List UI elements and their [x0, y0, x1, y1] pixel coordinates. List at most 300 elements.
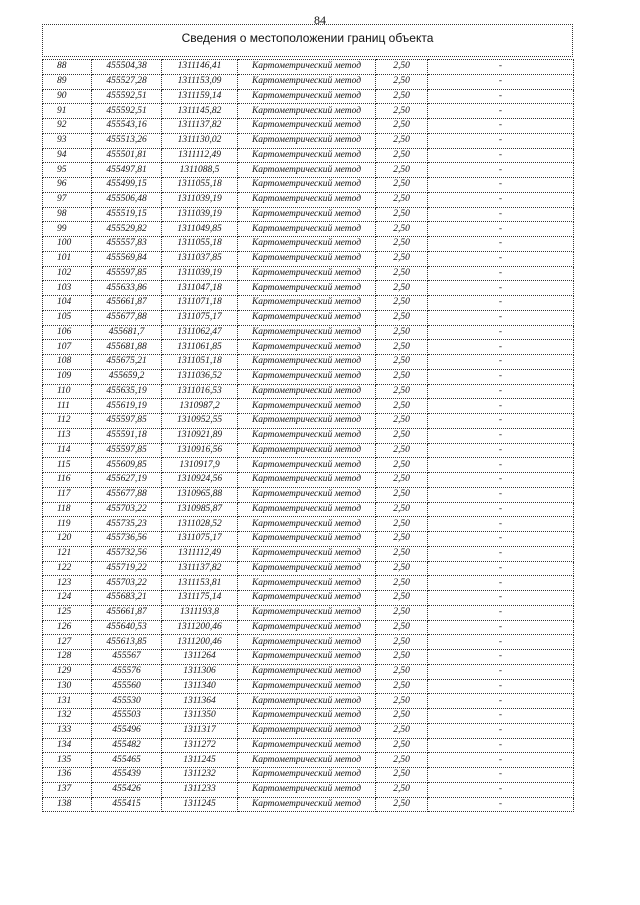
method-cell: Картометрический метод	[238, 89, 376, 104]
method-cell: Картометрический метод	[238, 502, 376, 517]
method-cell: Картометрический метод	[238, 310, 376, 325]
x-coordinate-cell: 455677,88	[92, 487, 162, 502]
method-cell: Картометрический метод	[238, 428, 376, 443]
description-cell: -	[428, 502, 574, 517]
table-row	[43, 310, 574, 325]
accuracy-cell: 2,50	[376, 163, 428, 178]
x-coordinate-cell: 455591,18	[92, 428, 162, 443]
accuracy-cell: 2,50	[376, 325, 428, 340]
point-number-cell: 131	[43, 694, 92, 709]
method-cell: Картометрический метод	[238, 104, 376, 119]
table-row	[43, 178, 574, 193]
x-coordinate-cell: 455592,51	[92, 89, 162, 104]
accuracy-cell: 2,50	[376, 782, 428, 797]
point-number-cell: 108	[43, 355, 92, 370]
x-coordinate-cell: 455633,86	[92, 281, 162, 296]
table-row	[43, 60, 574, 75]
x-coordinate-cell: 455482	[92, 738, 162, 753]
point-number-cell: 107	[43, 340, 92, 355]
y-coordinate-cell: 1311317	[162, 723, 238, 738]
description-cell: -	[428, 738, 574, 753]
description-cell: -	[428, 428, 574, 443]
accuracy-cell: 2,50	[376, 74, 428, 89]
table-row	[43, 428, 574, 443]
y-coordinate-cell: 1311049,85	[162, 222, 238, 237]
table-row	[43, 119, 574, 134]
y-coordinate-cell: 1311088,5	[162, 163, 238, 178]
method-cell: Картометрический метод	[238, 694, 376, 709]
table-row	[43, 797, 574, 812]
y-coordinate-cell: 1311200,46	[162, 620, 238, 635]
description-cell: -	[428, 782, 574, 797]
x-coordinate-cell: 455732,56	[92, 546, 162, 561]
point-number-cell: 122	[43, 561, 92, 576]
table-row	[43, 605, 574, 620]
description-cell: -	[428, 207, 574, 222]
accuracy-cell: 2,50	[376, 709, 428, 724]
accuracy-cell: 2,50	[376, 60, 428, 75]
table-row	[43, 620, 574, 635]
accuracy-cell: 2,50	[376, 207, 428, 222]
description-cell: -	[428, 605, 574, 620]
page-number: 84	[314, 13, 326, 27]
y-coordinate-cell: 1311075,17	[162, 532, 238, 547]
method-cell: Картометрический метод	[238, 797, 376, 812]
y-coordinate-cell: 1310924,56	[162, 473, 238, 488]
x-coordinate-cell: 455635,19	[92, 384, 162, 399]
table-row	[43, 635, 574, 650]
accuracy-cell: 2,50	[376, 797, 428, 812]
point-number-cell: 124	[43, 591, 92, 606]
y-coordinate-cell: 1311364	[162, 694, 238, 709]
y-coordinate-cell: 1310921,89	[162, 428, 238, 443]
y-coordinate-cell: 1311233	[162, 782, 238, 797]
table-row	[43, 738, 574, 753]
accuracy-cell: 2,50	[376, 635, 428, 650]
method-cell: Картометрический метод	[238, 148, 376, 163]
table-row	[43, 89, 574, 104]
description-cell: -	[428, 74, 574, 89]
description-cell: -	[428, 679, 574, 694]
table-row	[43, 650, 574, 665]
description-cell: -	[428, 119, 574, 134]
description-cell: -	[428, 620, 574, 635]
description-cell: -	[428, 266, 574, 281]
description-cell: -	[428, 487, 574, 502]
description-cell: -	[428, 237, 574, 252]
method-cell: Картометрический метод	[238, 237, 376, 252]
point-number-cell: 112	[43, 414, 92, 429]
x-coordinate-cell: 455681,88	[92, 340, 162, 355]
point-number-cell: 88	[43, 60, 92, 75]
y-coordinate-cell: 1311272	[162, 738, 238, 753]
description-cell: -	[428, 310, 574, 325]
y-coordinate-cell: 1311245	[162, 797, 238, 812]
y-coordinate-cell: 1311039,19	[162, 207, 238, 222]
table-row	[43, 281, 574, 296]
method-cell: Картометрический метод	[238, 473, 376, 488]
method-cell: Картометрический метод	[238, 414, 376, 429]
description-cell: -	[428, 89, 574, 104]
x-coordinate-cell: 455529,82	[92, 222, 162, 237]
description-cell: -	[428, 369, 574, 384]
method-cell: Картометрический метод	[238, 281, 376, 296]
table-row	[43, 517, 574, 532]
method-cell: Картометрический метод	[238, 487, 376, 502]
table-title: Сведения о местоположении границ объекта	[42, 24, 573, 57]
y-coordinate-cell: 1311340	[162, 679, 238, 694]
point-number-cell: 94	[43, 148, 92, 163]
y-coordinate-cell: 1310965,88	[162, 487, 238, 502]
x-coordinate-cell: 455503	[92, 709, 162, 724]
x-coordinate-cell: 455569,84	[92, 251, 162, 266]
description-cell: -	[428, 517, 574, 532]
description-cell: -	[428, 546, 574, 561]
point-number-cell: 126	[43, 620, 92, 635]
description-cell: -	[428, 399, 574, 414]
table-row	[43, 473, 574, 488]
y-coordinate-cell: 1311200,46	[162, 635, 238, 650]
y-coordinate-cell: 1311264	[162, 650, 238, 665]
x-coordinate-cell: 455415	[92, 797, 162, 812]
accuracy-cell: 2,50	[376, 104, 428, 119]
description-cell: -	[428, 709, 574, 724]
description-cell: -	[428, 384, 574, 399]
x-coordinate-cell: 455543,16	[92, 119, 162, 134]
y-coordinate-cell: 1311037,85	[162, 251, 238, 266]
method-cell: Картометрический метод	[238, 178, 376, 193]
point-number-cell: 118	[43, 502, 92, 517]
description-cell: -	[428, 163, 574, 178]
method-cell: Картометрический метод	[238, 576, 376, 591]
y-coordinate-cell: 1311055,18	[162, 237, 238, 252]
description-cell: -	[428, 178, 574, 193]
table-row	[43, 561, 574, 576]
point-number-cell: 99	[43, 222, 92, 237]
point-number-cell: 119	[43, 517, 92, 532]
method-cell: Картометрический метод	[238, 768, 376, 783]
accuracy-cell: 2,50	[376, 192, 428, 207]
accuracy-cell: 2,50	[376, 768, 428, 783]
accuracy-cell: 2,50	[376, 443, 428, 458]
y-coordinate-cell: 1310917,9	[162, 458, 238, 473]
y-coordinate-cell: 1311232	[162, 768, 238, 783]
point-number-cell: 135	[43, 753, 92, 768]
method-cell: Картометрический метод	[238, 561, 376, 576]
method-cell: Картометрический метод	[238, 605, 376, 620]
x-coordinate-cell: 455661,87	[92, 605, 162, 620]
point-number-cell: 132	[43, 709, 92, 724]
x-coordinate-cell: 455597,85	[92, 266, 162, 281]
method-cell: Картометрический метод	[238, 60, 376, 75]
description-cell: -	[428, 664, 574, 679]
accuracy-cell: 2,50	[376, 266, 428, 281]
x-coordinate-cell: 455640,53	[92, 620, 162, 635]
method-cell: Картометрический метод	[238, 782, 376, 797]
table-row	[43, 591, 574, 606]
method-cell: Картометрический метод	[238, 753, 376, 768]
coordinates-table-body	[43, 60, 574, 812]
accuracy-cell: 2,50	[376, 458, 428, 473]
accuracy-cell: 2,50	[376, 89, 428, 104]
x-coordinate-cell: 455513,26	[92, 133, 162, 148]
x-coordinate-cell: 455506,48	[92, 192, 162, 207]
description-cell: -	[428, 797, 574, 812]
x-coordinate-cell: 455499,15	[92, 178, 162, 193]
x-coordinate-cell: 455576	[92, 664, 162, 679]
point-number-cell: 96	[43, 178, 92, 193]
y-coordinate-cell: 1311061,85	[162, 340, 238, 355]
point-number-cell: 127	[43, 635, 92, 650]
y-coordinate-cell: 1311047,18	[162, 281, 238, 296]
description-cell: -	[428, 576, 574, 591]
description-cell: -	[428, 340, 574, 355]
description-cell: -	[428, 133, 574, 148]
x-coordinate-cell: 455703,22	[92, 576, 162, 591]
point-number-cell: 129	[43, 664, 92, 679]
table-row	[43, 487, 574, 502]
table-row	[43, 546, 574, 561]
method-cell: Картометрический метод	[238, 620, 376, 635]
point-number-cell: 98	[43, 207, 92, 222]
table-row	[43, 296, 574, 311]
accuracy-cell: 2,50	[376, 591, 428, 606]
y-coordinate-cell: 1310916,56	[162, 443, 238, 458]
y-coordinate-cell: 1311036,52	[162, 369, 238, 384]
description-cell: -	[428, 443, 574, 458]
accuracy-cell: 2,50	[376, 738, 428, 753]
description-cell: -	[428, 60, 574, 75]
y-coordinate-cell: 1310985,87	[162, 502, 238, 517]
method-cell: Картометрический метод	[238, 74, 376, 89]
accuracy-cell: 2,50	[376, 561, 428, 576]
method-cell: Картометрический метод	[238, 192, 376, 207]
accuracy-cell: 2,50	[376, 148, 428, 163]
description-cell: -	[428, 355, 574, 370]
method-cell: Картометрический метод	[238, 635, 376, 650]
accuracy-cell: 2,50	[376, 517, 428, 532]
method-cell: Картометрический метод	[238, 163, 376, 178]
description-cell: -	[428, 104, 574, 119]
point-number-cell: 100	[43, 237, 92, 252]
point-number-cell: 91	[43, 104, 92, 119]
accuracy-cell: 2,50	[376, 384, 428, 399]
point-number-cell: 90	[43, 89, 92, 104]
x-coordinate-cell: 455609,85	[92, 458, 162, 473]
table-row	[43, 414, 574, 429]
description-cell: -	[428, 768, 574, 783]
x-coordinate-cell: 455719,22	[92, 561, 162, 576]
description-cell: -	[428, 723, 574, 738]
accuracy-cell: 2,50	[376, 473, 428, 488]
point-number-cell: 128	[43, 650, 92, 665]
point-number-cell: 93	[43, 133, 92, 148]
accuracy-cell: 2,50	[376, 399, 428, 414]
x-coordinate-cell: 455530	[92, 694, 162, 709]
accuracy-cell: 2,50	[376, 753, 428, 768]
method-cell: Картометрический метод	[238, 207, 376, 222]
description-cell: -	[428, 532, 574, 547]
table-row	[43, 355, 574, 370]
y-coordinate-cell: 1310987,2	[162, 399, 238, 414]
point-number-cell: 113	[43, 428, 92, 443]
accuracy-cell: 2,50	[376, 487, 428, 502]
y-coordinate-cell: 1311159,14	[162, 89, 238, 104]
description-cell: -	[428, 222, 574, 237]
table-row	[43, 723, 574, 738]
y-coordinate-cell: 1311071,18	[162, 296, 238, 311]
table-row	[43, 74, 574, 89]
description-cell: -	[428, 473, 574, 488]
method-cell: Картометрический метод	[238, 296, 376, 311]
method-cell: Картометрический метод	[238, 222, 376, 237]
y-coordinate-cell: 1311112,49	[162, 148, 238, 163]
table-row	[43, 753, 574, 768]
description-cell: -	[428, 325, 574, 340]
description-cell: -	[428, 414, 574, 429]
x-coordinate-cell: 455597,85	[92, 443, 162, 458]
table-row	[43, 679, 574, 694]
point-number-cell: 136	[43, 768, 92, 783]
accuracy-cell: 2,50	[376, 532, 428, 547]
y-coordinate-cell: 1311039,19	[162, 192, 238, 207]
table-row	[43, 133, 574, 148]
method-cell: Картометрический метод	[238, 738, 376, 753]
table-row	[43, 782, 574, 797]
y-coordinate-cell: 1311306	[162, 664, 238, 679]
x-coordinate-cell: 455703,22	[92, 502, 162, 517]
x-coordinate-cell: 455527,28	[92, 74, 162, 89]
accuracy-cell: 2,50	[376, 281, 428, 296]
x-coordinate-cell: 455627,19	[92, 473, 162, 488]
y-coordinate-cell: 1311028,52	[162, 517, 238, 532]
description-cell: -	[428, 694, 574, 709]
y-coordinate-cell: 1311350	[162, 709, 238, 724]
accuracy-cell: 2,50	[376, 251, 428, 266]
method-cell: Картометрический метод	[238, 723, 376, 738]
point-number-cell: 123	[43, 576, 92, 591]
x-coordinate-cell: 455597,85	[92, 414, 162, 429]
point-number-cell: 130	[43, 679, 92, 694]
point-number-cell: 115	[43, 458, 92, 473]
x-coordinate-cell: 455497,81	[92, 163, 162, 178]
x-coordinate-cell: 455567	[92, 650, 162, 665]
x-coordinate-cell: 455504,38	[92, 60, 162, 75]
y-coordinate-cell: 1311039,19	[162, 266, 238, 281]
method-cell: Картометрический метод	[238, 679, 376, 694]
y-coordinate-cell: 1311193,8	[162, 605, 238, 620]
description-cell: -	[428, 753, 574, 768]
accuracy-cell: 2,50	[376, 414, 428, 429]
point-number-cell: 106	[43, 325, 92, 340]
y-coordinate-cell: 1311245	[162, 753, 238, 768]
point-number-cell: 95	[43, 163, 92, 178]
table-row	[43, 340, 574, 355]
x-coordinate-cell: 455426	[92, 782, 162, 797]
point-number-cell: 110	[43, 384, 92, 399]
method-cell: Картометрический метод	[238, 664, 376, 679]
method-cell: Картометрический метод	[238, 340, 376, 355]
accuracy-cell: 2,50	[376, 296, 428, 311]
method-cell: Картометрический метод	[238, 369, 376, 384]
table-row	[43, 369, 574, 384]
point-number-cell: 89	[43, 74, 92, 89]
table-row	[43, 443, 574, 458]
description-cell: -	[428, 635, 574, 650]
y-coordinate-cell: 1311055,18	[162, 178, 238, 193]
method-cell: Картометрический метод	[238, 532, 376, 547]
y-coordinate-cell: 1311153,81	[162, 576, 238, 591]
method-cell: Картометрический метод	[238, 384, 376, 399]
accuracy-cell: 2,50	[376, 119, 428, 134]
table-row	[43, 576, 574, 591]
point-number-cell: 109	[43, 369, 92, 384]
accuracy-cell: 2,50	[376, 605, 428, 620]
method-cell: Картометрический метод	[238, 443, 376, 458]
accuracy-cell: 2,50	[376, 502, 428, 517]
accuracy-cell: 2,50	[376, 664, 428, 679]
method-cell: Картометрический метод	[238, 517, 376, 532]
y-coordinate-cell: 1311145,82	[162, 104, 238, 119]
point-number-cell: 104	[43, 296, 92, 311]
table-row	[43, 148, 574, 163]
boundary-sheet	[42, 24, 573, 812]
accuracy-cell: 2,50	[376, 620, 428, 635]
accuracy-cell: 2,50	[376, 133, 428, 148]
table-row	[43, 237, 574, 252]
table-row	[43, 384, 574, 399]
description-cell: -	[428, 561, 574, 576]
x-coordinate-cell: 455736,56	[92, 532, 162, 547]
y-coordinate-cell: 1311137,82	[162, 119, 238, 134]
description-cell: -	[428, 251, 574, 266]
x-coordinate-cell: 455683,21	[92, 591, 162, 606]
description-cell: -	[428, 281, 574, 296]
table-row	[43, 694, 574, 709]
method-cell: Картометрический метод	[238, 325, 376, 340]
table-row	[43, 207, 574, 222]
table-row	[43, 163, 574, 178]
table-row	[43, 458, 574, 473]
method-cell: Картометрический метод	[238, 458, 376, 473]
x-coordinate-cell: 455661,87	[92, 296, 162, 311]
point-number-cell: 138	[43, 797, 92, 812]
y-coordinate-cell: 1311051,18	[162, 355, 238, 370]
method-cell: Картометрический метод	[238, 399, 376, 414]
point-number-cell: 105	[43, 310, 92, 325]
point-number-cell: 117	[43, 487, 92, 502]
accuracy-cell: 2,50	[376, 650, 428, 665]
accuracy-cell: 2,50	[376, 576, 428, 591]
x-coordinate-cell: 455519,15	[92, 207, 162, 222]
point-number-cell: 111	[43, 399, 92, 414]
point-number-cell: 120	[43, 532, 92, 547]
x-coordinate-cell: 455501,81	[92, 148, 162, 163]
description-cell: -	[428, 296, 574, 311]
method-cell: Картометрический метод	[238, 591, 376, 606]
point-number-cell: 125	[43, 605, 92, 620]
description-cell: -	[428, 591, 574, 606]
description-cell: -	[428, 458, 574, 473]
y-coordinate-cell: 1311112,49	[162, 546, 238, 561]
table-row	[43, 664, 574, 679]
y-coordinate-cell: 1311146,41	[162, 60, 238, 75]
description-cell: -	[428, 650, 574, 665]
accuracy-cell: 2,50	[376, 355, 428, 370]
x-coordinate-cell: 455439	[92, 768, 162, 783]
x-coordinate-cell: 455560	[92, 679, 162, 694]
table-row	[43, 192, 574, 207]
